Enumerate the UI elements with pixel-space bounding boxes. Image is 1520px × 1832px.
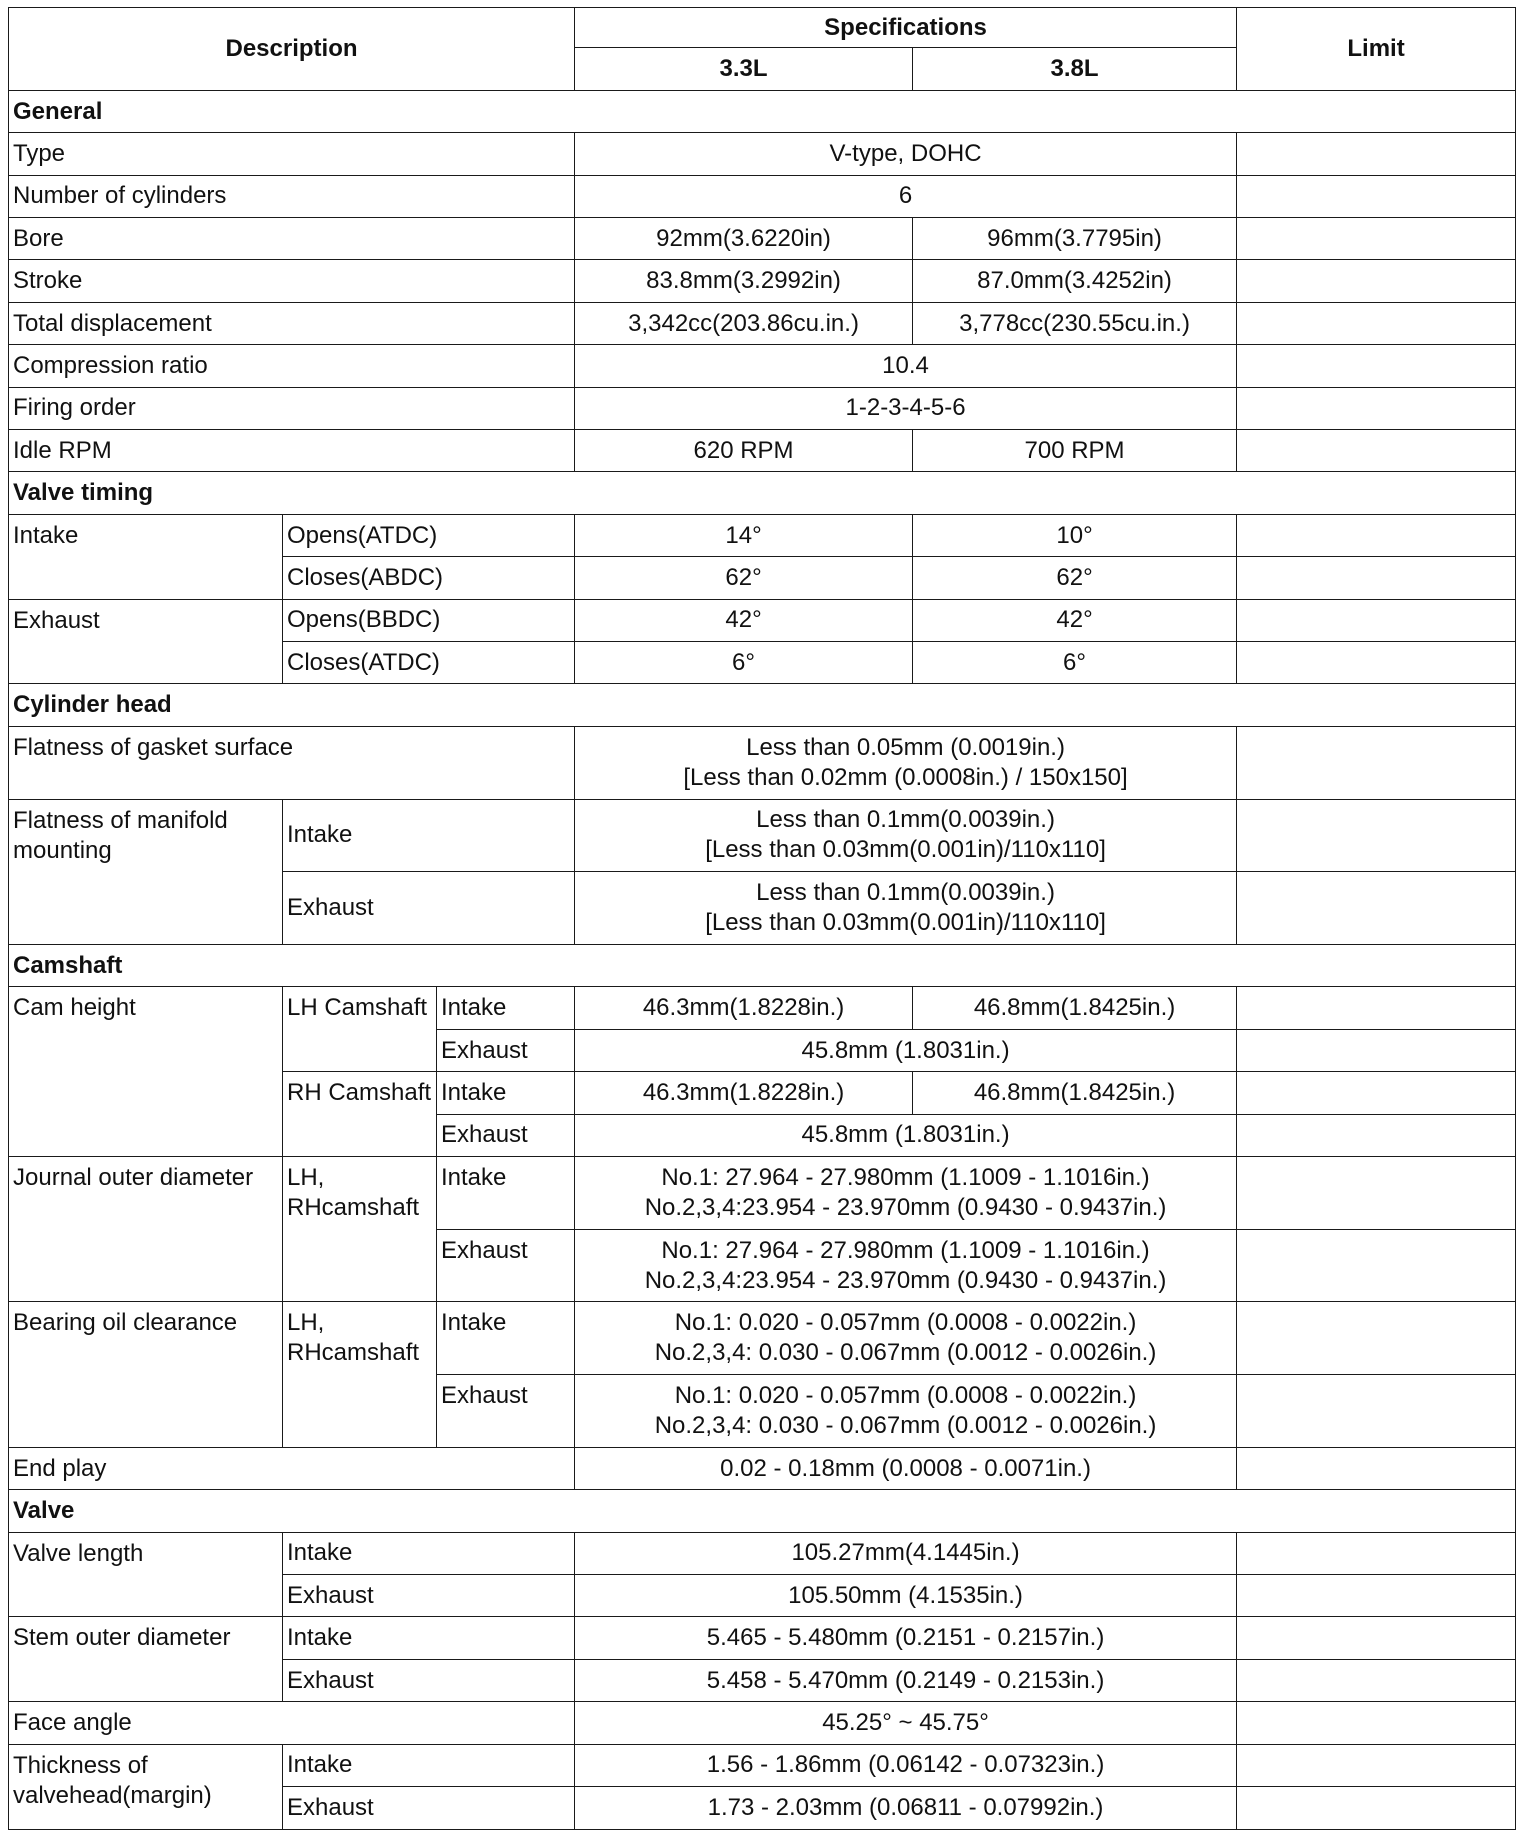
spec-value: 45.8mm (1.8031in.) <box>575 1029 1237 1071</box>
spec-value <box>575 872 1237 945</box>
spec-value-3-3l: 83.8mm(3.2992in) <box>575 260 913 302</box>
sub-label: Exhaust <box>283 1575 575 1617</box>
row-label: Stem outer diameter <box>9 1617 283 1702</box>
section-row <box>9 472 1516 514</box>
spec-value <box>575 1375 1237 1448</box>
spec-line: [Less than 0.03mm(0.001in)/110x110] <box>705 909 1106 937</box>
limit-cell <box>1237 1744 1516 1786</box>
spec-value <box>575 1302 1237 1375</box>
table-row <box>9 1447 1516 1489</box>
table-row <box>9 1744 1516 1786</box>
column-3-8l-header: 3.8L <box>913 48 1237 90</box>
limit-cell <box>1237 726 1516 799</box>
sub-label: RH Camshaft <box>283 1072 437 1157</box>
spec-value <box>575 1157 1237 1230</box>
limit-cell <box>1237 387 1516 429</box>
sub-sub-label: Exhaust <box>437 1375 575 1448</box>
spec-line: No.1: 0.020 - 0.057mm (0.0008 - 0.0022in.) <box>674 1309 1137 1337</box>
specifications-header: Specifications <box>575 8 1237 48</box>
spec-line: Less than 0.1mm(0.0039in.) <box>756 879 1055 907</box>
sub-label: Exhaust <box>283 1787 575 1830</box>
sub-label: LH, RHcamshaft <box>283 1157 437 1302</box>
row-label: Exhaust <box>9 599 283 684</box>
spec-value: 5.465 - 5.480mm (0.2151 - 0.2157in.) <box>575 1617 1237 1659</box>
limit-cell <box>1237 1302 1516 1375</box>
limit-cell <box>1237 1375 1516 1448</box>
table-row <box>9 260 1516 302</box>
table-row <box>9 799 1516 872</box>
limit-cell <box>1237 1072 1516 1114</box>
limit-cell <box>1237 872 1516 945</box>
row-label: Journal outer diameter <box>9 1157 283 1302</box>
limit-cell <box>1237 599 1516 641</box>
limit-cell <box>1237 1229 1516 1302</box>
section-general: General <box>9 90 1516 132</box>
spec-value <box>575 799 1237 872</box>
spec-line: Less than 0.05mm (0.0019in.) <box>746 733 1065 761</box>
section-valve-timing: Valve timing <box>9 472 1516 514</box>
limit-cell <box>1237 345 1516 387</box>
spec-value-3-3l: 3,342cc(203.86cu.in.) <box>575 302 913 344</box>
sub-label: Exhaust <box>283 1659 575 1701</box>
sub-label: Exhaust <box>283 872 575 945</box>
limit-cell <box>1237 1157 1516 1230</box>
sub-sub-label: Intake <box>437 1072 575 1114</box>
spec-value-3-8l: 10° <box>913 514 1237 556</box>
sub-label: LH Camshaft <box>283 987 437 1072</box>
spec-line: No.2,3,4: 0.030 - 0.067mm (0.0012 - 0.0026in.) <box>654 1411 1157 1439</box>
table-row <box>9 387 1516 429</box>
spec-value-3-3l: 92mm(3.6220in) <box>575 218 913 260</box>
spec-value: 45.8mm (1.8031in.) <box>575 1114 1237 1156</box>
table-row <box>9 1157 1516 1230</box>
spec-line: No.1: 0.020 - 0.057mm (0.0008 - 0.0022in.) <box>674 1381 1137 1409</box>
limit-cell <box>1237 133 1516 175</box>
spec-value: 1.56 - 1.86mm (0.06142 - 0.07323in.) <box>575 1744 1237 1786</box>
table-row <box>9 218 1516 260</box>
row-label: Flatness of manifold mounting <box>9 799 283 944</box>
sub-sub-label: Exhaust <box>437 1029 575 1071</box>
spec-line: [Less than 0.02mm (0.0008in.) / 150x150] <box>683 763 1128 791</box>
row-label: Valve length <box>9 1532 283 1617</box>
spec-line: No.2,3,4: 0.030 - 0.067mm (0.0012 - 0.0026in.) <box>654 1339 1157 1367</box>
section-cylinder-head: Cylinder head <box>9 684 1516 726</box>
row-label: Cam height <box>9 987 283 1157</box>
spec-value: 1-2-3-4-5-6 <box>575 387 1237 429</box>
spec-value-3-3l: 6° <box>575 642 913 684</box>
table-row <box>9 175 1516 217</box>
column-3-3l-header: 3.3L <box>575 48 913 90</box>
table-row <box>9 987 1516 1029</box>
row-label: Bore <box>9 218 575 260</box>
table-row <box>9 1702 1516 1744</box>
table-row <box>9 430 1516 472</box>
row-label: Flatness of gasket surface <box>9 726 575 799</box>
sub-sub-label: Intake <box>437 1302 575 1375</box>
sub-label: Opens(ATDC) <box>283 514 575 556</box>
spec-line: [Less than 0.03mm(0.001in)/110x110] <box>705 836 1106 864</box>
spec-value-3-8l: 46.8mm(1.8425in.) <box>913 987 1237 1029</box>
sub-label: Intake <box>283 799 575 872</box>
sub-label: Intake <box>283 1744 575 1786</box>
limit-cell <box>1237 1114 1516 1156</box>
limit-cell <box>1237 1532 1516 1574</box>
sub-label: Intake <box>283 1532 575 1574</box>
limit-cell <box>1237 302 1516 344</box>
limit-cell <box>1237 1702 1516 1744</box>
limit-cell <box>1237 1029 1516 1071</box>
limit-cell <box>1237 1447 1516 1489</box>
row-label: Face angle <box>9 1702 575 1744</box>
spec-value: 10.4 <box>575 345 1237 387</box>
row-label: Thickness of valvehead(margin) <box>9 1744 283 1829</box>
spec-line: No.2,3,4:23.954 - 23.970mm (0.9430 - 0.9437in.) <box>644 1266 1167 1294</box>
spec-value-3-8l: 62° <box>913 557 1237 599</box>
spec-line: No.1: 27.964 - 27.980mm (1.1009 - 1.1016in.) <box>661 1236 1150 1264</box>
row-label: Compression ratio <box>9 345 575 387</box>
row-label: Stroke <box>9 260 575 302</box>
limit-cell <box>1237 514 1516 556</box>
table-row <box>9 1302 1516 1375</box>
section-row <box>9 1490 1516 1532</box>
spec-value: 105.27mm(4.1445in.) <box>575 1532 1237 1574</box>
spec-line: No.1: 27.964 - 27.980mm (1.1009 - 1.1016in.) <box>661 1163 1150 1191</box>
spec-value: 5.458 - 5.470mm (0.2149 - 0.2153in.) <box>575 1659 1237 1701</box>
sub-sub-label: Exhaust <box>437 1229 575 1302</box>
spec-value: 105.50mm (4.1535in.) <box>575 1575 1237 1617</box>
limit-cell <box>1237 175 1516 217</box>
table-row <box>9 1532 1516 1574</box>
spec-line: No.2,3,4:23.954 - 23.970mm (0.9430 - 0.9437in.) <box>644 1193 1167 1221</box>
sub-label: Closes(ATDC) <box>283 642 575 684</box>
row-label: End play <box>9 1447 575 1489</box>
sub-sub-label: Intake <box>437 1157 575 1230</box>
spec-value: 6 <box>575 175 1237 217</box>
section-row <box>9 684 1516 726</box>
engine-specification-table <box>8 7 1516 1830</box>
section-row <box>9 90 1516 132</box>
limit-cell <box>1237 218 1516 260</box>
row-label: Number of cylinders <box>9 175 575 217</box>
row-label: Idle RPM <box>9 430 575 472</box>
limit-header: Limit <box>1237 8 1516 91</box>
section-valve: Valve <box>9 1490 1516 1532</box>
spec-value-3-3l: 46.3mm(1.8228in.) <box>575 1072 913 1114</box>
table-row <box>9 514 1516 556</box>
description-header: Description <box>9 8 575 91</box>
spec-line: Less than 0.1mm(0.0039in.) <box>756 806 1055 834</box>
spec-value <box>575 726 1237 799</box>
spec-value-3-3l: 46.3mm(1.8228in.) <box>575 987 913 1029</box>
spec-value-3-8l: 42° <box>913 599 1237 641</box>
sub-sub-label: Exhaust <box>437 1114 575 1156</box>
spec-value-3-3l: 14° <box>575 514 913 556</box>
sub-label: Intake <box>283 1617 575 1659</box>
sub-label: LH, RHcamshaft <box>283 1302 437 1447</box>
row-label: Total displacement <box>9 302 575 344</box>
spec-value <box>575 1229 1237 1302</box>
sub-sub-label: Intake <box>437 987 575 1029</box>
table-row <box>9 599 1516 641</box>
limit-cell <box>1237 557 1516 599</box>
limit-cell <box>1237 987 1516 1029</box>
spec-value: 1.73 - 2.03mm (0.06811 - 0.07992in.) <box>575 1787 1237 1830</box>
spec-value-3-3l: 620 RPM <box>575 430 913 472</box>
spec-value-3-8l: 46.8mm(1.8425in.) <box>913 1072 1237 1114</box>
row-label: Intake <box>9 514 283 599</box>
table-row <box>9 302 1516 344</box>
spec-value: V-type, DOHC <box>575 133 1237 175</box>
section-row <box>9 945 1516 987</box>
spec-value-3-8l: 96mm(3.7795in) <box>913 218 1237 260</box>
limit-cell <box>1237 1787 1516 1830</box>
sub-label: Closes(ABDC) <box>283 557 575 599</box>
limit-cell <box>1237 799 1516 872</box>
spec-value: 45.25° ~ 45.75° <box>575 1702 1237 1744</box>
limit-cell <box>1237 642 1516 684</box>
limit-cell <box>1237 1575 1516 1617</box>
table-row <box>9 1617 1516 1659</box>
spec-value-3-8l: 700 RPM <box>913 430 1237 472</box>
spec-value-3-3l: 42° <box>575 599 913 641</box>
sub-label: Opens(BBDC) <box>283 599 575 641</box>
section-camshaft: Camshaft <box>9 945 1516 987</box>
limit-cell <box>1237 430 1516 472</box>
spec-value-3-8l: 3,778cc(230.55cu.in.) <box>913 302 1237 344</box>
spec-value-3-8l: 6° <box>913 642 1237 684</box>
row-label: Firing order <box>9 387 575 429</box>
table-row <box>9 133 1516 175</box>
spec-value-3-8l: 87.0mm(3.4252in) <box>913 260 1237 302</box>
limit-cell <box>1237 1617 1516 1659</box>
spec-value: 0.02 - 0.18mm (0.0008 - 0.0071in.) <box>575 1447 1237 1489</box>
spec-value-3-3l: 62° <box>575 557 913 599</box>
table-row <box>9 345 1516 387</box>
row-label: Bearing oil clearance <box>9 1302 283 1447</box>
limit-cell <box>1237 1659 1516 1701</box>
limit-cell <box>1237 260 1516 302</box>
table-row <box>9 726 1516 799</box>
row-label: Type <box>9 133 575 175</box>
header-row <box>9 8 1516 48</box>
